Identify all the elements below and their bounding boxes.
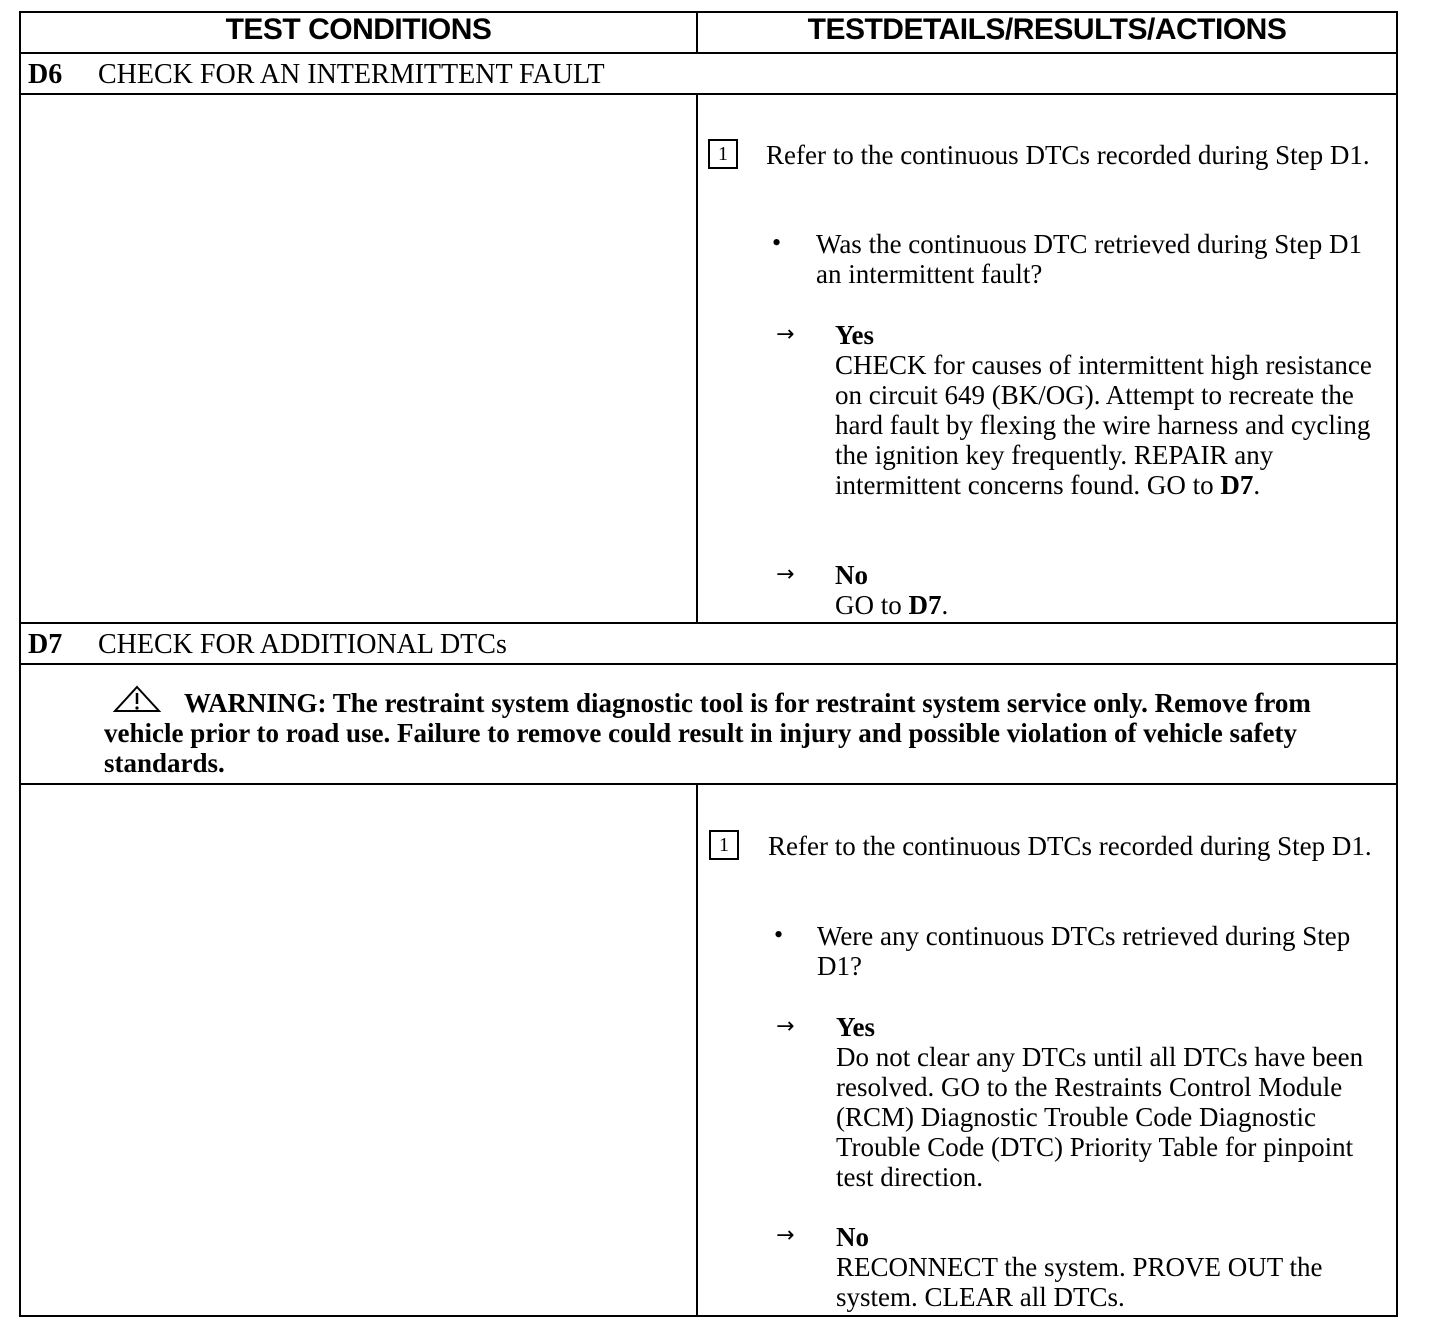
d6-no-right-arrow: → bbox=[776, 562, 795, 587]
d6-instruction: Refer to the continuous DTCs recorded during Step D1. bbox=[766, 140, 1370, 170]
d6-no-action bbox=[835, 590, 1390, 620]
d6-no-label: No bbox=[835, 560, 868, 590]
d6-no-text-end: . bbox=[941, 590, 949, 620]
d7-title-bottom-rule bbox=[19, 663, 1398, 665]
d7-instruction: Refer to the continuous DTCs recorded during Step D1. bbox=[768, 831, 1372, 861]
d7-yes-right-arrow: → bbox=[776, 1014, 795, 1039]
d7-yes-action: Do not clear any DTCs until all DTCs have been resolved. GO to the Restraints Control Module (RCM) Diagnostic Trouble Code Diagnostic Trouble Code (DTC) Priority Table for pinpoint test direction. bbox=[836, 1042, 1364, 1192]
d7-no-right-arrow: → bbox=[776, 1223, 795, 1248]
d6-yes-action bbox=[835, 350, 1390, 500]
header-test-details: TESTDETAILS/RESULTS/ACTIONS bbox=[807, 13, 1287, 46]
d7-warning-message: WARNING: The restraint system diagnostic tool is for restraint system service only. Remove from vehicle prior to road use. Failure to remove could result in injury and possible violation of vehicle safety standards. bbox=[104, 688, 1311, 778]
d7-title-row bbox=[28, 629, 507, 661]
d7-question: Were any continuous DTCs retrieved during Step D1? bbox=[817, 921, 1351, 981]
d7-yes-label: Yes bbox=[836, 1012, 875, 1042]
d6-yes-text: CHECK for causes of intermittent high resistance on circuit 649 (BK/OG). Attempt to recreate the hard fault by flexing the wire harness and cycling the ignition key frequently. REPAIR any intermittent concerns found. GO to bbox=[835, 350, 1372, 500]
d6-column-divider bbox=[696, 93, 698, 624]
d6-step-title: CHECK FOR AN INTERMITTENT FAULT bbox=[98, 59, 605, 90]
d7-column-divider bbox=[696, 783, 698, 1317]
d6-no-text: GO to bbox=[835, 590, 909, 620]
d6-yes-go-to-link[interactable]: D7 bbox=[1220, 470, 1254, 500]
d6-no-go-to-link[interactable]: D7 bbox=[908, 590, 942, 620]
d7-title-top-rule bbox=[19, 622, 1398, 624]
d6-yes-text-end: . bbox=[1253, 470, 1261, 500]
d6-yes-label: Yes bbox=[835, 320, 874, 350]
header-test-conditions: TEST CONDITIONS bbox=[225, 13, 492, 46]
d6-step-number-box: 1 bbox=[708, 139, 738, 169]
d7-no-label: No bbox=[836, 1222, 869, 1252]
d7-step-id: D7 bbox=[28, 629, 63, 660]
d7-warning-text bbox=[104, 688, 1324, 778]
d6-title-row bbox=[28, 59, 605, 91]
header-bottom-rule bbox=[19, 52, 1398, 54]
d7-bullet-dot: • bbox=[774, 920, 784, 949]
d6-step-id: D6 bbox=[28, 59, 63, 90]
d6-question: Was the continuous DTC retrieved during Step D1 an intermittent fault? bbox=[816, 229, 1362, 289]
d6-title-bottom-rule bbox=[19, 93, 1398, 95]
d7-step-title: CHECK FOR ADDITIONAL DTCs bbox=[98, 629, 507, 660]
d6-yes-right-arrow: → bbox=[776, 322, 795, 347]
d7-step-number-box: 1 bbox=[709, 830, 739, 860]
warning-bottom-rule bbox=[19, 783, 1398, 785]
d6-bullet-dot: • bbox=[772, 228, 782, 257]
d7-no-action: RECONNECT the system. PROVE OUT the system. CLEAR all DTCs. bbox=[836, 1252, 1323, 1312]
